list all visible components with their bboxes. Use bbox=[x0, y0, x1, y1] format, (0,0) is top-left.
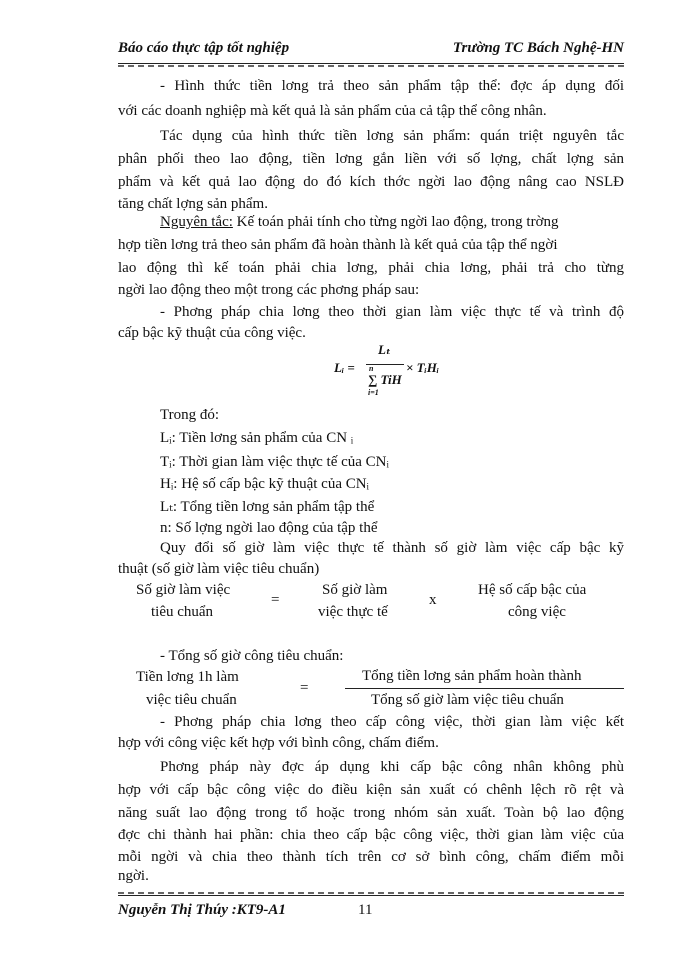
paragraph-line: tăng chất lợng sản phẩm. bbox=[118, 196, 268, 212]
formula-sum-lower: i=1 bbox=[368, 388, 379, 397]
eq2-equals: = bbox=[300, 680, 309, 696]
header-report-title: Báo cáo thực tập tốt nghiệp bbox=[118, 40, 290, 56]
paragraph-line: phẩm và kết quả lao động do đó kích thớc ngời lao động nâng cao NSLĐ bbox=[118, 174, 624, 190]
header-rule bbox=[118, 63, 624, 64]
paragraph-line: Kế toán phải tính cho từng ngời lao động, trong trờng bbox=[232, 214, 559, 230]
eq2-numerator: Tổng tiền lơng sản phẩm hoàn thành bbox=[362, 668, 582, 684]
definition-item: Lᵢ: Tiền lơng sản phẩm của CN ᵢ bbox=[160, 430, 354, 446]
footer-rule-dashed bbox=[118, 892, 624, 894]
header-rule-dashed bbox=[118, 65, 624, 67]
footer-author: Nguyễn Thị Thúy :KT9-A1 bbox=[118, 902, 286, 918]
paragraph-line: phân phối theo lao động, tiền lơng gắn liền với số lợng, chất lợng sản bbox=[118, 151, 624, 167]
paragraph-line: lao động thì kế toán phải chia lơng, phải chia lơng, phải trả cho từng bbox=[118, 260, 624, 276]
header-school-name: Trường TC Bách Nghệ-HN bbox=[452, 40, 624, 56]
paragraph-line: năng suất lao động trong tổ hoặc trong nhóm sản xuất. Toàn bộ lao động bbox=[118, 805, 624, 821]
paragraph-line: Phơng pháp này đợc áp dụng khi cấp bậc công nhân không phù bbox=[160, 759, 624, 775]
paragraph-line: - Hình thức tiền lơng trả theo sản phẩm tập thể: đợc áp dụng đối bbox=[160, 78, 624, 94]
paragraph-line: thuật (số giờ làm việc tiêu chuẩn) bbox=[118, 561, 320, 577]
wage-formula bbox=[334, 342, 474, 402]
definition-item: n: Số lợng ngời lao động của tập thể bbox=[160, 520, 378, 536]
eq1-term-c: công việc bbox=[508, 604, 566, 620]
formula-numerator: Lₜ bbox=[378, 342, 391, 357]
eq1-term-a: tiêu chuẩn bbox=[151, 604, 214, 620]
paragraph-line: Quy đổi số giờ làm việc thực tế thành số giờ làm việc cấp bậc kỹ bbox=[160, 540, 624, 556]
definition-item: Lₜ: Tổng tiền lơng sản phẩm tập thể bbox=[160, 499, 375, 515]
formula-rhs: × TᵢHᵢ bbox=[406, 360, 440, 375]
paragraph-line: hợp với công việc kết hợp với bình công, chấm điểm. bbox=[118, 735, 439, 751]
eq2-fraction-bar bbox=[345, 688, 624, 689]
eq2-term-a: việc tiêu chuẩn bbox=[146, 692, 237, 708]
paragraph-line: ngời. bbox=[118, 868, 149, 884]
where-label: Trong đó: bbox=[160, 407, 220, 423]
definition-item: Hᵢ: Hệ số cấp bậc kỹ thuật của CNᵢ bbox=[160, 476, 370, 492]
paragraph-line: với các doanh nghiệp mà kết quả là sản phẩm của cả tập thể công nhân. bbox=[118, 103, 547, 119]
eq1-term-a: Số giờ làm việc bbox=[136, 582, 231, 598]
eq2-term-a: Tiền lơng 1h làm bbox=[136, 669, 239, 685]
formula-sum-upper: n bbox=[369, 364, 374, 373]
eq1-term-b: Số giờ làm bbox=[322, 582, 388, 598]
paragraph-line: - Phơng pháp chia lơng theo cấp công việc, thời gian làm việc kết bbox=[160, 714, 624, 730]
paragraph-line: ngời lao động theo một trong các phơng pháp sau: bbox=[118, 282, 420, 298]
paragraph-line: đợc chi thành hai phần: chia theo cấp bậc công việc, thời gian làm việc của bbox=[118, 827, 624, 843]
paragraph-line: mỗi ngời và chia theo thành tích trên cơ sở bình công, chấm điểm mỗi bbox=[118, 849, 624, 865]
footer-rule bbox=[118, 895, 624, 896]
eq1-term-b: việc thực tế bbox=[318, 604, 388, 620]
page-number: 11 bbox=[358, 902, 373, 918]
formula-denominator: ∑ TiH bbox=[368, 372, 402, 387]
page-header bbox=[118, 36, 624, 60]
principle-label: Nguyên tắc: bbox=[160, 214, 233, 230]
eq2-denominator: Tổng số giờ làm việc tiêu chuẩn bbox=[371, 692, 564, 708]
paragraph-line: Tác dụng của hình thức tiền lơng sản phẩm: quán triệt nguyên tắc bbox=[160, 128, 624, 144]
paragraph-line: hợp với cấp bậc công việc do điều kiện sản xuất có chênh lệch rõ rệt và bbox=[118, 782, 624, 798]
paragraph-line: - Tổng số giờ công tiêu chuẩn: bbox=[160, 648, 344, 664]
paragraph-line: - Phơng pháp chia lơng theo thời gian làm việc thực tế và trình độ bbox=[160, 304, 624, 320]
paragraph-line: cấp bậc kỹ thuật của công việc. bbox=[118, 325, 306, 341]
eq1-term-c: Hệ số cấp bậc của bbox=[478, 582, 587, 598]
formula-lhs: Lᵢ = bbox=[334, 360, 355, 375]
eq1-times: x bbox=[429, 592, 437, 608]
eq1-equals: = bbox=[271, 592, 280, 608]
paragraph-line: hợp tiền lơng trả theo sản phẩm đã hoàn thành là kết quả của tập thể ngời bbox=[118, 237, 558, 253]
definition-item: Tᵢ: Thời gian làm việc thực tế của CNᵢ bbox=[160, 454, 389, 470]
